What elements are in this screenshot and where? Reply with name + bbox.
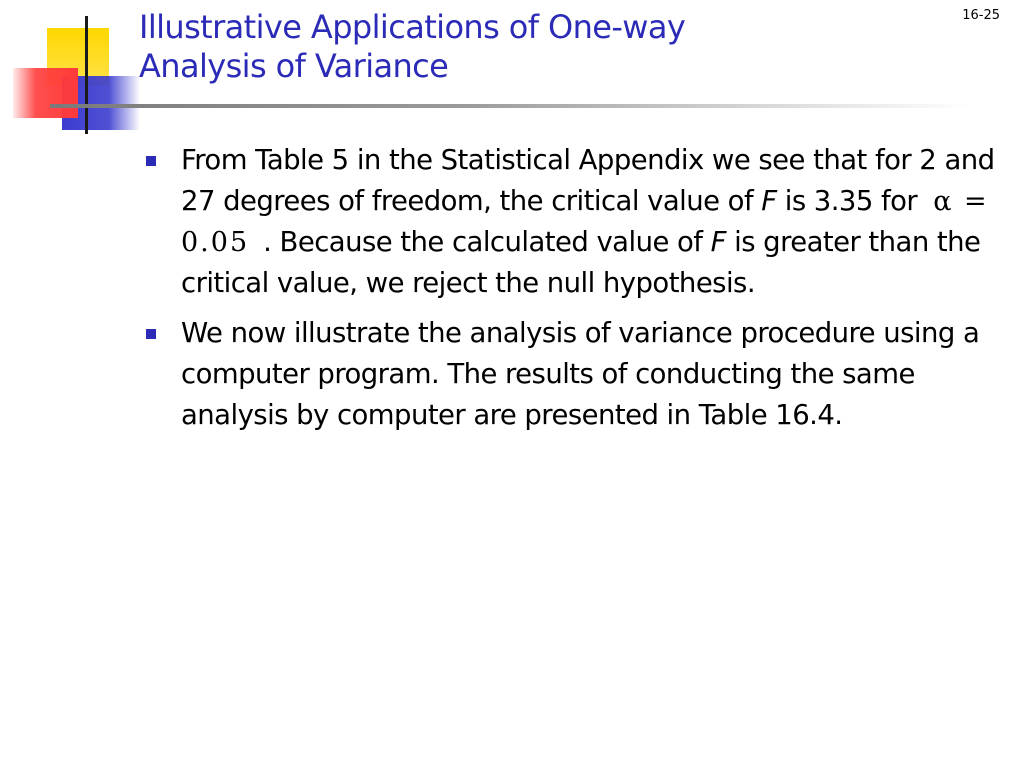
title-underline — [50, 104, 970, 108]
variable-f: F — [761, 185, 777, 217]
slide-title-line-1: Illustrative Applications of One-way — [139, 8, 686, 46]
bullet-1-text-b: is 3.35 for — [776, 185, 918, 217]
logo-red-square — [13, 68, 78, 118]
bullet-list — [140, 140, 1000, 445]
bullet-1-text-c: . Because the calculated value of — [263, 226, 711, 258]
template-logo — [0, 0, 140, 140]
slide-title-line-2: Analysis of Variance — [139, 47, 449, 85]
bullet-1-text-a: From Table 5 in the Statistical Appendix we see that for 2 and 27 degrees of freedom, the critical value of — [181, 144, 995, 217]
logo-vertical-line — [85, 16, 88, 134]
alpha-equation: α = 0.05 — [181, 186, 989, 258]
bullet-item-1 — [140, 140, 1000, 304]
bullet-item-2 — [140, 313, 1000, 436]
bullet-square-icon — [146, 156, 156, 166]
variable-f: F — [710, 226, 726, 258]
bullet-2-text: We now illustrate the analysis of variance procedure using a computer program. The results of conducting the same analysis by computer are presented in Table 16.4. — [181, 317, 980, 431]
bullet-1-text-d: is greater than the critical value, we reject the null hypothesis. — [181, 226, 981, 299]
slide-number: 16-25 — [962, 8, 1000, 23]
bullet-square-icon — [146, 329, 156, 339]
slide-title — [139, 8, 685, 86]
